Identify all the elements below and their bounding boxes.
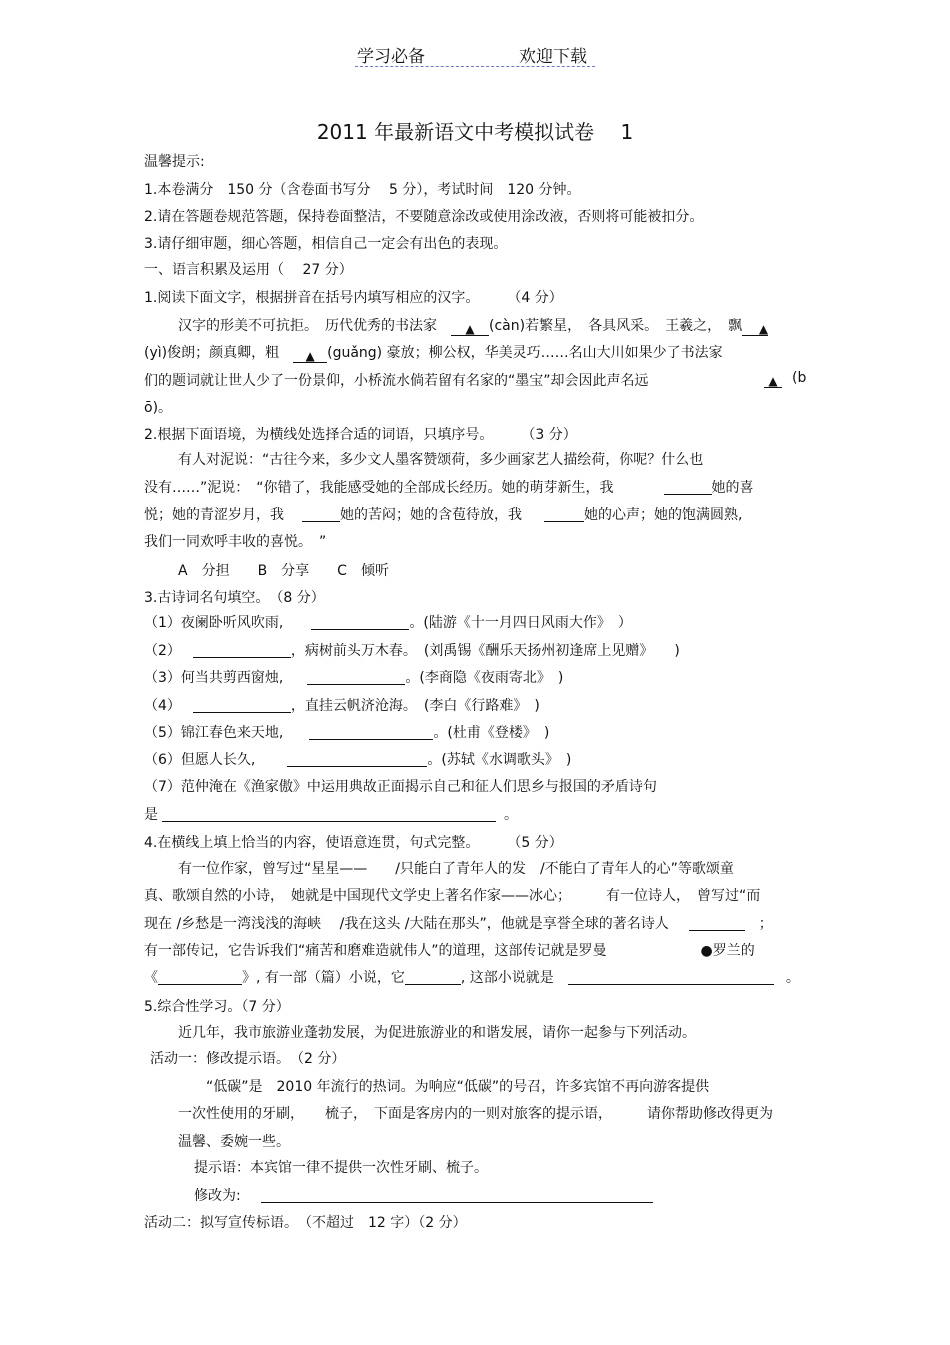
q4-stem: 4.在横线上填上恰当的内容，使语意连贯，句式完整。 （5 分） [144,835,563,851]
q3-item-2: （2） ，病树前头万木春。 (刘禹锡《酬乐天扬州初逢席上见赠》 ) [144,643,680,659]
blank[interactable] [293,348,327,363]
q1-line-1: 汉字的形美不可抗拒。 历代优秀的书法家 ▲ (càn)若繁星， 各具风采。 王羲之， 飘 ▲ [178,318,769,336]
blank[interactable] [664,480,712,495]
activity-1-heading: 活动一：修改提示语。 （2 分） [150,1051,346,1067]
q4-line-5: 《 》, 有一部（篇）小说，它 , 这部小说就是 。 [144,970,800,986]
blank[interactable] [764,373,782,388]
q2-line-4: 我们一同欢呼丰收的喜悦。 ” [144,534,327,550]
header-right: 欢迎下载 [519,47,587,67]
revise-line: 修改为: [194,1185,653,1205]
triangle-icon: ▲ [465,322,475,336]
blank[interactable] [742,321,768,336]
q3-item-6: （6）但愿人长久, 。(苏轼《水调歌头》 ) [144,752,572,768]
blank[interactable] [158,970,242,985]
section-heading: 一、语言积累及运用（ 27 分） [144,262,353,278]
revise-answer-blank[interactable] [261,1188,653,1203]
q4-line-1: 有一位作家，曾写过“星星—— /只能白了青年人的发 /不能白了青年人的心”等歌颂童 [178,861,734,877]
q3-item-5: （5）锦江春色来天地, 。(杜甫《登楼》 ) [144,725,550,741]
activity-1-line-3: 温馨、委婉一些。 [178,1134,290,1150]
blank[interactable] [405,970,461,985]
q3-stem: 3.古诗词名句填空。 （8 分） [144,590,325,606]
blank[interactable] [689,916,745,931]
q2-options: A 分担 B 分享 C 倾听 [178,563,389,579]
q3-item-7: （7）范仲淹在《渔家傲》中运用典故正面揭示自己和征人们思乡与报国的矛盾诗句 [144,779,657,795]
notice-text: 提示语：本宾馆一律不提供一次性牙刷、梳子。 [194,1160,488,1176]
q4-line-4: 有一部传记，它告诉我们“痛苦和磨难造就伟人”的道理，这部传记就是罗曼 ●罗兰的 [144,943,755,959]
tip-1: 1.本卷满分 150 分（含卷面书写分 5 分），考试时间 120 分钟。 [144,182,581,198]
header-left: 学习必备 [357,47,425,67]
q2-line-1: 有人对泥说：“古往今来，多少文人墨客赞颂荷，多少画家艺人描绘荷，你呢？什么也 [178,452,704,468]
q1-line-3-end: ▲ (b [764,370,806,388]
q3-item-4: （4） ，直挂云帆济沧海。 (李白《行路难》 ) [144,698,540,714]
activity-1-line-2: 一次性使用的牙刷， 梳子， 下面是客房内的一则对旅客的提示语， 请你帮助修改得更为 [178,1106,773,1122]
q2-stem: 2.根据下面语境，为横线处选择合适的词语，只填序号。 （3 分） [144,427,577,443]
blank[interactable] [287,752,427,767]
q1-line-2: (yì)俊朗；颜真卿，粗 ▲ (guǎng) 豪放；柳公权，华美灵巧……名山大川如果少了书法家 [144,345,723,363]
blank[interactable] [302,507,340,522]
activity-1-line-1: “低碳”是 2010 年流行的热词。为响应“低碳”的号召，许多宾馆不再向游客提供 [206,1079,710,1095]
q3-item-1: （1）夜阑卧听风吹雨, 。(陆游《十一月四日风雨大作》 ） [144,615,632,631]
activity-2-heading: 活动二：拟写宣传标语。 （不超过 12 字）（2 分） [144,1215,467,1231]
blank[interactable] [568,970,774,985]
blank[interactable] [309,725,433,740]
tip-2: 2.请在答题卷规范答题，保持卷面整洁，不要随意涂改或使用涂改液，否则将可能被扣分。 [144,209,704,225]
q2-line-2: 没有……”泥说： “你错了，我能感受她的全部成长经历。她的萌芽新生，我 她的喜 [144,480,754,496]
blank[interactable] [544,507,584,522]
q1-stem: 1.阅读下面文字，根据拼音在括号内填写相应的汉字。 （4 分） [144,290,563,306]
blank[interactable] [307,670,405,685]
q1-line-3: 们的题词就让世人少了一份景仰，小桥流水倘若留有名家的“墨宝”却会因此声名远 [144,373,649,389]
blank[interactable] [193,643,291,658]
page-header [355,40,595,67]
q4-line-3: 现在 /乡愁是一湾浅浅的海峡 /我在这头 /大陆在那头”，他就是享誉全球的著名诗人 ； [144,916,773,932]
blank[interactable] [311,615,409,630]
blank[interactable] [451,321,489,336]
q2-line-3: 悦；她的青涩岁月，我 她的苦闷；她的含苞待放，我 她的心声；她的饱满圆熟, [144,507,743,523]
q5-line-1: 近几年，我市旅游业蓬勃发展，为促进旅游业的和谐发展，请你一起参与下列活动。 [178,1025,696,1041]
intro-heading: 温馨提示: [144,154,205,170]
blank[interactable] [162,807,496,822]
q3-item-7-answer: 是 。 [144,807,518,823]
q4-line-2: 真、歌颂自然的小诗， 她就是中国现代文学史上著名作家——冰心； 有一位诗人， 曾写过“而 [144,888,761,904]
blank[interactable] [193,698,291,713]
tip-3: 3.请仔细审题，细心答题，相信自己一定会有出色的表现。 [144,236,508,252]
triangle-icon: ▲ [758,322,769,336]
exam-title: 2011 年最新语文中考模拟试卷 1 [316,120,634,144]
triangle-icon: ▲ [305,349,315,363]
triangle-icon: ▲ [768,374,778,388]
q5-stem: 5.综合性学习。（7 分） [144,999,290,1015]
q3-item-3: （3）何当共剪西窗烛, 。(李商隐《夜雨寄北》 ) [144,670,564,686]
q1-line-4: ō)。 [144,400,173,416]
